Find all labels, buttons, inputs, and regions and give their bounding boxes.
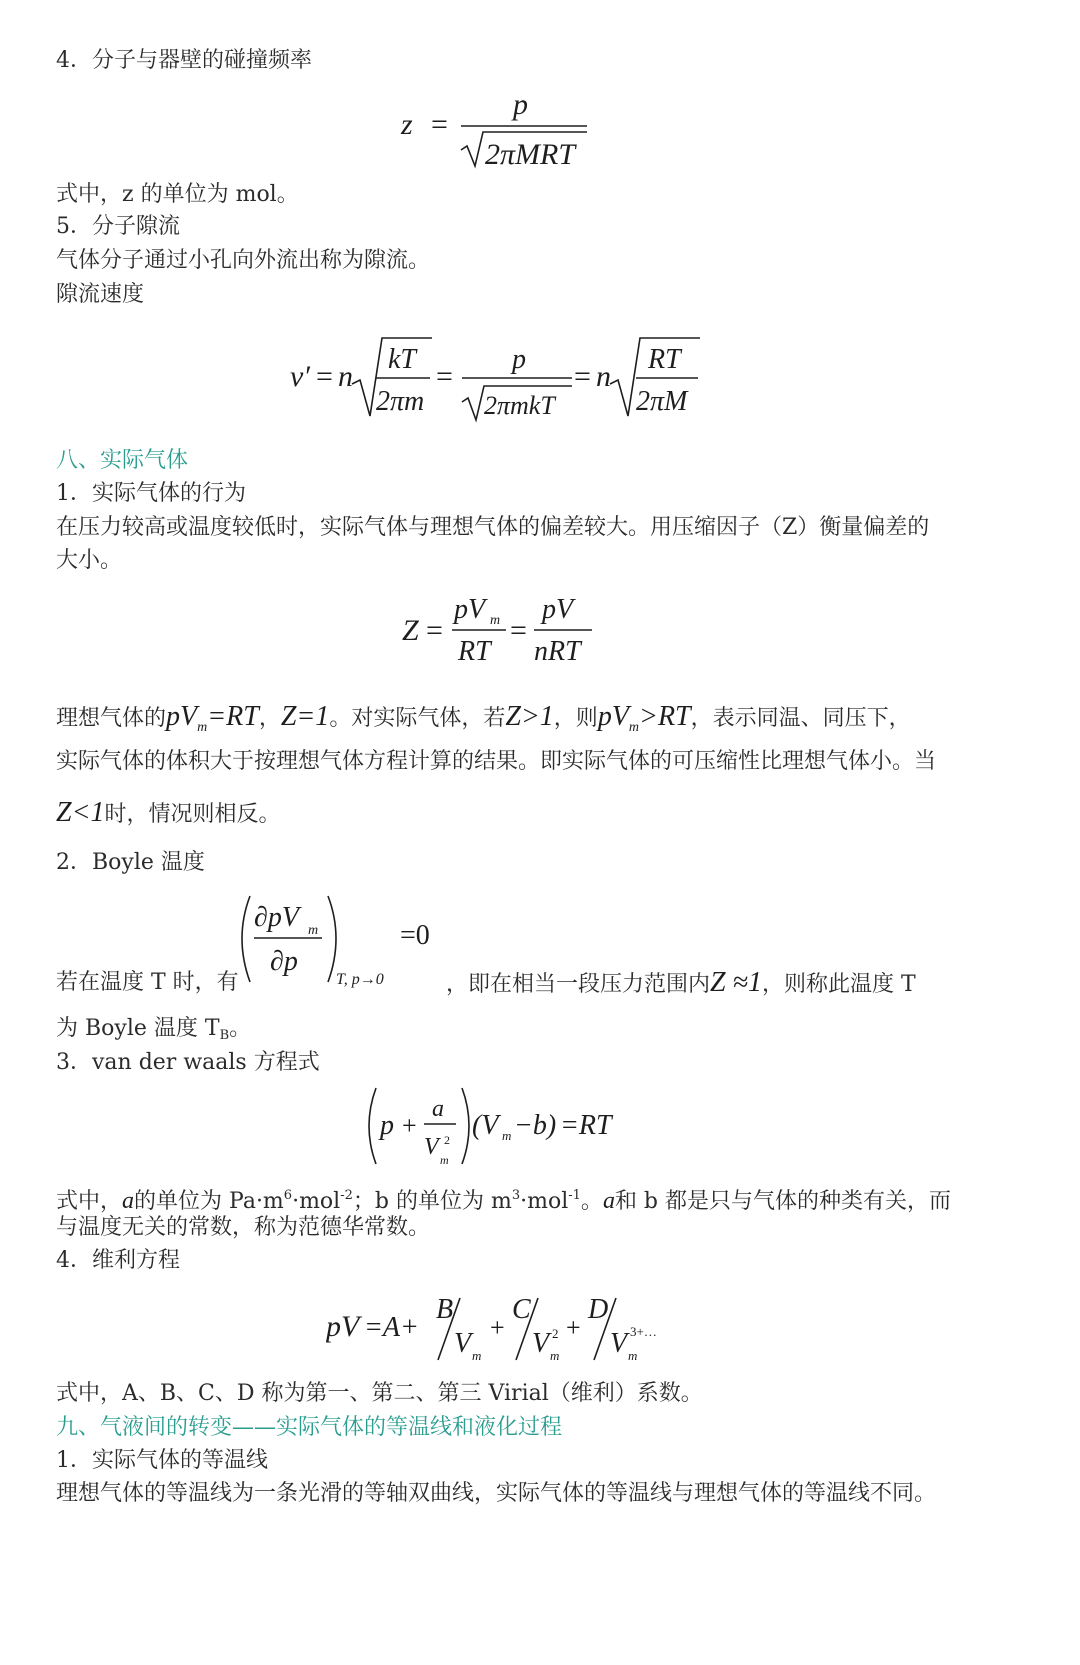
virial-V1: V	[454, 1328, 472, 1359]
virial-description: 式中，A、B、C、D 称为第一、第二、第三 Virial（维利）系数。	[56, 1381, 703, 1406]
virial-lhs: pV	[326, 1310, 360, 1343]
z-unit-text: 式中，z 的单位为 mol。	[56, 182, 299, 207]
eq-v-f3-num: RT	[648, 344, 681, 375]
eq-Z-eq2: =	[510, 614, 527, 647]
virial-C: C	[512, 1294, 531, 1325]
vdw-V-sup: 2	[444, 1133, 450, 1147]
boyle-cond: T, p→0	[336, 971, 384, 988]
inline-math-z-gt-1: Z>1	[505, 701, 554, 732]
eq-v-n1: n	[338, 360, 353, 393]
eq-z-equals: =	[431, 108, 448, 141]
inline-math-pvm-gt-rt: $pV_m>RT$	[597, 701, 691, 735]
inline-math-z-approx-1: Z ≈1	[710, 967, 762, 998]
virial-V2-sup: 2	[552, 1326, 559, 1341]
van-der-waals-equation	[362, 1084, 632, 1170]
vdw-title: 3．van der waals 方程式	[56, 1050, 320, 1075]
eq-Z-eq1: =	[426, 614, 443, 647]
boyle-text-line1-right: ，即在相当一段压力范围内Z ≈1，则称此温度 T	[446, 967, 916, 998]
inline-math-z-lt-1: Z<1	[56, 797, 105, 828]
real-gas-isotherm-para: 理想气体的等温线为一条光滑的等轴双曲线，实际气体的等温线与理想气体的等温线不同。	[56, 1481, 937, 1506]
boyle-text-line1-left: 若在温度 T 时，有	[56, 970, 239, 995]
effusion-speed-label: 隙流速度	[56, 282, 145, 307]
boyle-condition-equation	[232, 888, 452, 992]
ideal-gas-comparison-line2: 实际气体的体积大于按理想气体方程计算的结果。即实际气体的可压缩性比理想气体小。当	[56, 749, 937, 774]
real-gas-behavior-para-line2: 大小。	[56, 548, 123, 573]
effusion-speed-equation	[290, 328, 720, 426]
boyle-num-sub: m	[308, 923, 319, 938]
real-gas-behavior-title: 1．实际气体的行为	[56, 481, 246, 506]
eq-z-numerator: p	[513, 88, 528, 121]
vdw-units-line2: 与温度无关的常数，称为范德华常数。	[56, 1215, 431, 1240]
virial-B: B	[436, 1294, 454, 1325]
ideal-gas-comparison-line3: Z<1时，情况则相反。	[56, 797, 281, 828]
vdw-mid-sub: m	[502, 1128, 512, 1143]
collision-frequency-equation	[395, 86, 595, 172]
eq-v-eq1: =	[316, 360, 333, 393]
virial-V2-sub: m	[550, 1348, 560, 1363]
boyle-text-line2: 为 Boyle 温度 $T_B$。	[56, 1016, 252, 1043]
vdw-p: p	[380, 1110, 394, 1141]
virial-equation	[326, 1290, 676, 1370]
vdw-rhs: =RT	[560, 1110, 612, 1141]
real-gas-behavior-para-line1: 在压力较高或温度较低时，实际气体与理想气体的偏差较大。用压缩因子（Z）衡量偏差的	[56, 515, 930, 540]
eq-v-eq3: =	[574, 360, 591, 393]
eq-z-denominator: 2πMRT	[485, 138, 576, 171]
section-4-title: 4．分子与器壁的碰撞频率	[56, 48, 312, 73]
ideal-gas-comparison-line1: 理想气体的$pV_m=RT$，Z=1。对实际气体，若Z>1，则$pV_m>RT$，表示同温、同压下，	[56, 701, 911, 735]
eq-v-f3-den: 2πM	[636, 386, 688, 417]
virial-title: 4．维利方程	[56, 1248, 180, 1273]
virial-V2: V	[532, 1328, 550, 1359]
boyle-num: ∂pV	[254, 902, 299, 933]
vdw-a: a	[432, 1096, 444, 1122]
eq-v-eq2: =	[436, 360, 453, 393]
eq-Z-f1-num: pV	[454, 594, 486, 625]
inline-math-z-eq-1: Z=1	[280, 701, 330, 732]
virial-plus2: +	[566, 1313, 581, 1342]
inline-math-pvm-rt: $pV_m=RT$	[166, 701, 259, 735]
vdw-V: V	[424, 1134, 439, 1160]
eq-v-f1-num: kT	[388, 344, 416, 375]
real-gas-isotherm-title: 1．实际气体的等温线	[56, 1448, 268, 1473]
eq-z-lhs: z	[401, 108, 413, 141]
boyle-den: ∂p	[270, 946, 298, 977]
vdw-mid: (V	[472, 1110, 499, 1141]
vdw-plus: +	[402, 1111, 417, 1140]
eq-Z-f2-den: nRT	[534, 636, 581, 667]
virial-D: D	[588, 1294, 609, 1325]
vdw-minus-b: −b)	[514, 1110, 557, 1141]
eq-Z-lhs: Z	[402, 614, 419, 647]
boyle-rhs: =0	[400, 920, 430, 951]
eq-Z-f2-num: pV	[542, 594, 574, 625]
eq-v-f2-den: 2πmkT	[484, 391, 555, 420]
vdw-V-sub: m	[440, 1153, 449, 1167]
boyle-temperature-title: 2．Boyle 温度	[56, 850, 205, 875]
virial-V3: V	[610, 1328, 628, 1359]
eq-v-f1-den: 2πm	[376, 386, 425, 417]
eq-Z-f1-den: RT	[458, 636, 491, 667]
heading-real-gas: 八、实际气体	[56, 448, 189, 473]
eq-v-n2: n	[596, 360, 611, 393]
vdw-units-line1: 式中，a的单位为 $Pa\cdot m^6\cdot mol^{-2}$；b 的单位为 $m^3\cdot mol^{-1}$。a和 b 都是只与气体的种类有关，而	[56, 1188, 952, 1214]
virial-V3-sub: m	[628, 1348, 638, 1363]
effusion-definition: 气体分子通过小孔向外流出称为隙流。	[56, 248, 431, 273]
heading-gas-liquid-transition: 九、气液间的转变——实际气体的等温线和液化过程	[56, 1415, 563, 1440]
virial-V3-sup: 3+…	[630, 1324, 657, 1339]
eq-Z-f1-num-sub: m	[490, 613, 501, 628]
compression-factor-equation	[398, 588, 598, 670]
virial-V1-sub: m	[472, 1348, 482, 1363]
section-5-title: 5．分子隙流	[56, 214, 180, 239]
virial-plus1: +	[490, 1313, 505, 1342]
virial-eq-A: =A+	[364, 1312, 419, 1343]
eq-v-lhs: v′	[290, 360, 310, 393]
eq-v-f2-num: p	[512, 344, 526, 375]
